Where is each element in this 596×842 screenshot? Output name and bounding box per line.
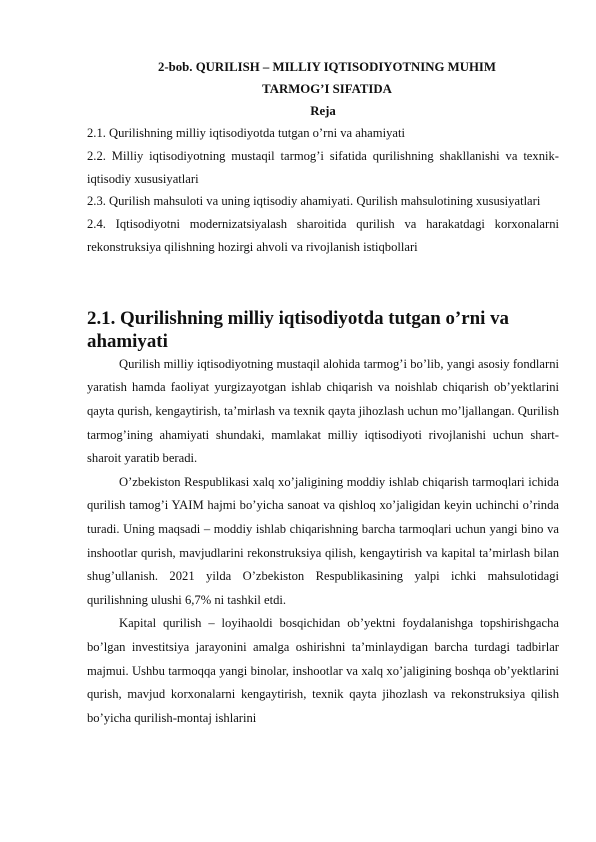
chapter-title-line-2: TARMOG’I SIFATIDA (262, 82, 392, 96)
document-page (87, 56, 559, 730)
section-heading: 2.1. Qurilishning milliy iqtisodiyotda tutgan o’rni va ahamiyati (87, 307, 509, 352)
paragraph-1: Qurilish milliy iqtisodiyotning mustaqil alohida tarmog’i bo’lib, yangi asosiy fondlarni yaratish hamda faoliyat yurgizayotgan ishlab chiqarish va noishlab chiqarish ob’yektlarini qayta qurish, kengaytirish, ta’mirlash va texnik qayta jihozlash uchun mo’ljallangan. Qurilish tarmog’ining ahamiyati shundaki, mamlakat milliy iqtisodiyoti rivojlanishi uchun shart-sharoit yaratib beradi. (87, 356, 559, 466)
plan-item-2-1: 2.1. Qurilishning milliy iqtisodiyotda tutgan o’rni va ahamiyati (87, 126, 405, 140)
plan-item-2-3: 2.3. Qurilish mahsuloti va uning iqtisodiy ahamiyati. Qurilish mahsulotining xususiyatlari (87, 194, 541, 209)
chapter-title (87, 56, 559, 100)
plan-heading: Reja (310, 104, 336, 118)
plan-item-2-2: 2.2. Milliy iqtisodiyotning mustaqil tarmog’i sifatida qurilishning shakllanishi va texnik-iqtisodiy xususiyatlari (87, 148, 559, 186)
paragraph-2: O’zbekiston Respublikasi xalq xo’jaligining moddiy ishlab chiqarish tarmoqlari ichida qurilish tamog’i YAIM hajmi bo’yicha sanoat va qishloq xo’jaligidan keyin uchinchi o’rinda turadi. Uning maqsadi – moddiy ishlab chiqarishning barcha tarmoqlari uchun yangi bino va inshootlar qurish, mavjudlarini rekonstruksiya qilish, kengaytirish va kapital ta’mirlash bilan shug’ullanish. 2021 yilda O’zbekiston Respublikasining yalpi ichki mahsulotidagi qurilishning ulushi 6,7% ni tashkil etdi. (87, 474, 559, 607)
plan-item-2-4: 2.4. Iqtisodiyotni modernizatsiyalash sharoitida qurilish va harakatdagi korxonalarni rekonstruksiya qilishning hozirgi ahvoli va rivojlanish istiqbollari (87, 217, 559, 254)
chapter-title-line-1: 2-bob. QURILISH – MILLIY IQTISODIYOTNING MUHIM (158, 60, 496, 74)
plan-list (87, 122, 559, 259)
paragraph-3: Kapital qurilish – loyihaoldi bosqichidan ob’yektni foydalanishga topshirishgacha bo’lgan investitsiya jarayonini amalga oshirishni ta’minlaydigan barcha turdagi tadbirlar majmui. Ushbu tarmoqqa yangi binolar, inshootlar va xalq xo’jaligining boshqa ob’yektlarini qurish, mavjud korxonalarni kengaytirish, texnik qayta jihozlash va rekonstruksiya qilish bo’yicha qurilish-montaj ishlarini (87, 616, 559, 725)
spacer (87, 259, 559, 307)
